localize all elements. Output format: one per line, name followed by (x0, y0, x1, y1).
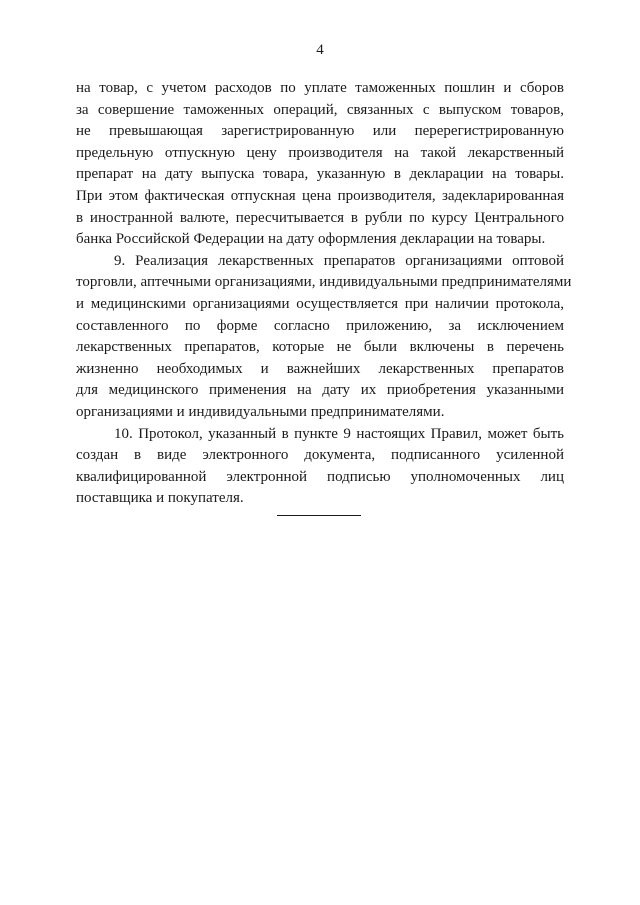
text-line: жизненно необходимых и важнейших лекарственных препаратов (76, 360, 564, 377)
text-line: на товар, с учетом расходов по уплате таможенных пошлин и сборов (76, 80, 564, 96)
paragraph-item-10 (76, 424, 564, 510)
text-line: лекарственных препаратов, которые не были включены в перечень (76, 339, 564, 356)
end-of-text-divider (277, 515, 361, 516)
text-line: При этом фактическая отпускная цена производителя, задекларированная (76, 187, 564, 204)
page-number: 4 (316, 42, 324, 58)
text-line: создан в виде электронного документа, подписанного усиленной (76, 447, 564, 464)
paragraph-continuation (76, 78, 564, 251)
document-body (76, 78, 572, 510)
text-line: в иностранной валюте, пересчитывается в рубли по курсу Центрального (76, 209, 564, 226)
text-line: для медицинского применения на дату их приобретения указанными (76, 382, 564, 399)
text-line: квалифицированной электронной подписью уполномоченных лиц (76, 468, 564, 485)
text-line: за совершение таможенных операций, связанных с выпуском товаров, (76, 101, 564, 118)
text-line: 9. Реализация лекарственных препаратов организациями оптовой (114, 252, 564, 269)
text-line: предельную отпускную цену производителя на такой лекарственный (76, 144, 564, 161)
text-line: не превышающая зарегистрированную или перерегистрированную (76, 123, 564, 140)
text-line: поставщика и покупателя. (76, 490, 244, 507)
text-line: составленного по форме согласно приложению, за исключением (76, 317, 564, 334)
text-line: и медицинскими организациями осуществляется при наличии протокола, (76, 295, 564, 312)
text-line: препарат на дату выпуска товара, указанную в декларации на товары. (76, 166, 564, 183)
paragraph-item-9 (76, 251, 572, 424)
text-line: 10. Протокол, указанный в пункте 9 настоящих Правил, может быть (114, 425, 564, 442)
text-line: банка Российской Федерации на дату оформления декларации на товары. (76, 231, 546, 248)
text-line: торговли, аптечными организациями, индивидуальными предпринимателями (76, 274, 572, 291)
text-line: организациями и индивидуальными предпринимателями. (76, 403, 445, 420)
